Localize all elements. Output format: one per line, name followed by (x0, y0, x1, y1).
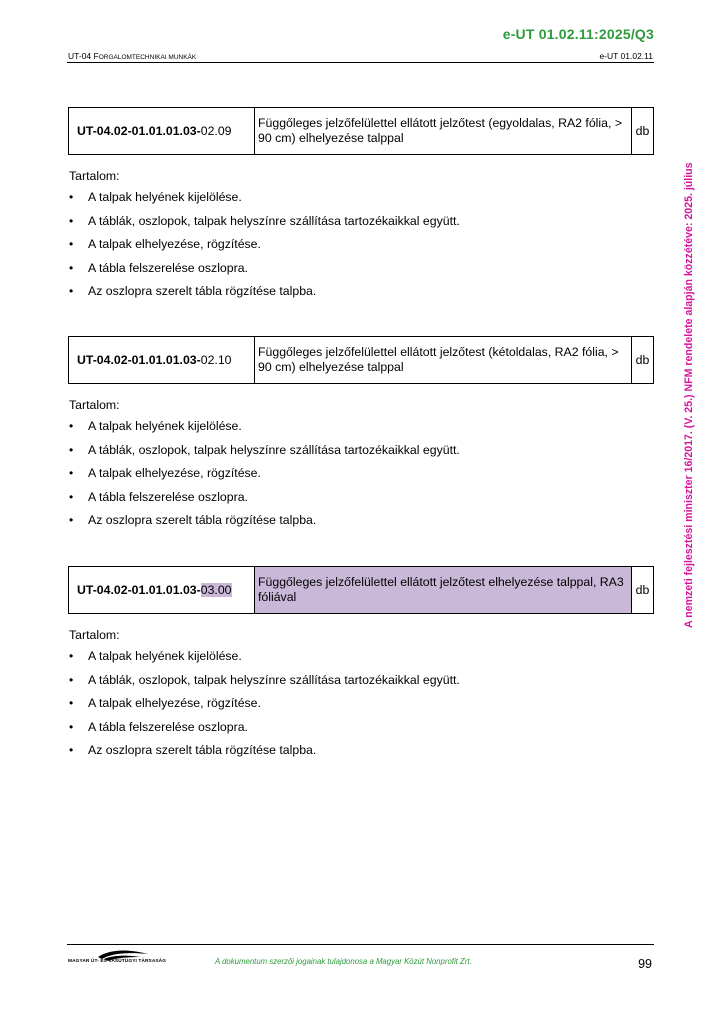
item-block (68, 107, 654, 306)
page-number: 99 (638, 957, 652, 971)
header-divider (67, 62, 654, 63)
side-publication-note-text: A nemzeti fejlesztési miniszter 16/2017. (V. 25.) NFM rendelete alapján közzétéve: 2025. július (683, 162, 695, 628)
bullet-icon: • (69, 237, 74, 251)
item-code-row (68, 107, 654, 155)
content-label: Tartalom: (69, 628, 120, 642)
list-item: • A talpak elhelyezése, rögzítése. (69, 696, 261, 710)
section-title-rest: ORGALOMTECHNIKAI MUNKÁK (98, 54, 197, 61)
content-list (68, 647, 654, 765)
list-item: • Az oszlopra szerelt tábla rögzítése talpba. (69, 513, 317, 527)
side-publication-note (681, 96, 697, 628)
society-logo-text: MAGYAR ÚT- ÉS VASÚTÜGYI TÁRSASÁG (68, 959, 167, 964)
list-item: • A táblák, oszlopok, talpak helyszínre szállítása tartozékaikkal együtt. (69, 442, 460, 457)
list-item: • Az oszlopra szerelt tábla rögzítése talpba. (69, 284, 317, 298)
list-item: • A talpak helyének kijelölése. (69, 649, 242, 663)
item-code-row (68, 566, 654, 614)
item-code-main: UT-04.02-01.01.01.03- (77, 583, 201, 597)
item-code (69, 567, 255, 613)
item-description-highlighted: Függőleges jelzőfelülettel ellátott jelzőtest elhelyezése talppal, RA3 fóliával (255, 567, 632, 613)
document-code: e-UT 01.02.11:2025/Q3 (502, 26, 654, 42)
list-item: • A talpak helyének kijelölése. (69, 190, 242, 204)
list-item: • A táblák, oszlopok, talpak helyszínre szállítása tartozékaikkal együtt. (69, 213, 460, 228)
item-code-suffix-highlighted: 03.00 (200, 583, 232, 597)
list-item: • Az oszlopra szerelt tábla rögzítése talpba. (69, 743, 317, 757)
list-item: • A táblák, oszlopok, talpak helyszínre szállítása tartozékaikkal együtt. (69, 672, 460, 687)
bullet-icon: • (69, 649, 74, 663)
list-item: • A tábla felszerelése oszlopra. (69, 719, 248, 734)
item-code-suffix: 02.10 (200, 353, 232, 367)
bullet-icon: • (69, 513, 74, 527)
item-code (69, 337, 255, 383)
item-block (68, 336, 654, 535)
item-code-main: UT-04.02-01.01.01.03- (77, 353, 201, 367)
bullet-icon: • (69, 284, 74, 298)
list-item: • A tábla felszerelése oszlopra. (69, 260, 248, 275)
bullet-icon: • (69, 672, 74, 687)
list-item: • A talpak elhelyezése, rögzítése. (69, 237, 261, 251)
copyright-note: A dokumentum szerzői jogainak tulajdonosa a Magyar Közút Nonprofit Zrt. (215, 957, 472, 966)
content-list (68, 417, 654, 535)
item-code-row (68, 336, 654, 384)
item-code-main: UT-04.02-01.01.01.03- (77, 124, 201, 138)
content-list (68, 188, 654, 306)
item-description: Függőleges jelzőfelülettel ellátott jelzőtest (egyoldalas, RA2 fólia, > 90 cm) elhelyezése talppal (255, 108, 632, 154)
item-description: Függőleges jelzőfelülettel ellátott jelzőtest (kétoldalas, RA2 fólia, > 90 cm) elhelyezése talppal (255, 337, 632, 383)
content-label: Tartalom: (69, 398, 120, 412)
item-code-suffix: 02.09 (200, 124, 232, 138)
bullet-icon: • (69, 419, 74, 433)
item-unit: db (635, 124, 650, 138)
bullet-icon: • (69, 442, 74, 457)
bullet-icon: • (69, 213, 74, 228)
bullet-icon: • (69, 743, 74, 757)
bullet-icon: • (69, 696, 74, 710)
list-item: • A talpak elhelyezése, rögzítése. (69, 466, 261, 480)
content-label: Tartalom: (69, 169, 120, 183)
list-item: • A tábla felszerelése oszlopra. (69, 489, 248, 504)
item-unit: db (635, 353, 650, 367)
header-right-code: e-UT 01.02.11 (599, 51, 653, 61)
item-unit: db (635, 583, 650, 597)
section-title (68, 51, 196, 61)
item-block-highlighted (68, 566, 654, 765)
section-title-prefix: UT-04 F (68, 51, 99, 61)
list-item: • A talpak helyének kijelölése. (69, 419, 242, 433)
bullet-icon: • (69, 260, 74, 275)
bullet-icon: • (69, 719, 74, 734)
item-code (69, 108, 255, 154)
bullet-icon: • (69, 190, 74, 204)
bullet-icon: • (69, 466, 74, 480)
footer-divider (67, 944, 654, 945)
bullet-icon: • (69, 489, 74, 504)
